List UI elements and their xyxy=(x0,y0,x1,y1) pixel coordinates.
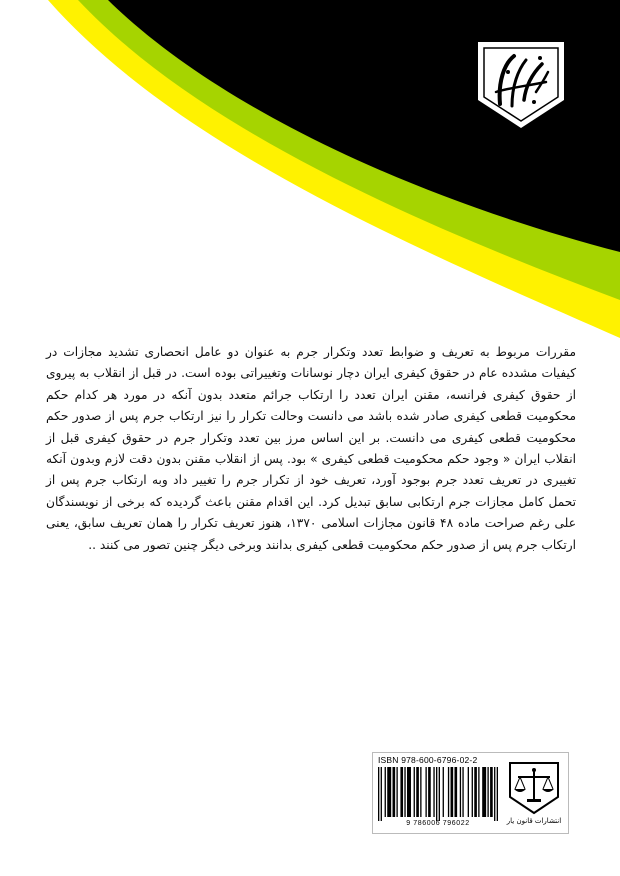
isbn-label: ISBN 978-600-6796-02-2 xyxy=(378,755,478,765)
back-cover-blurb: مقررات مربوط به تعریف و ضوابط تعدد وتکرار جرم به عنوان دو عامل انحصاری تشدید مجازات در کیفیات مشدده عام در حقوق کیفری ایران دچار نوسانات وتغییراتی بوده است. در قبل از انقلاب به پیروی از حقوق کیفری فرانسه، مقنن ایران تعدد را ارتکاب جرائم متعدد بدون آنکه در مورد هر کدام حکم محکومیت قطعی کیفری صادر شده باشد می دانست وحالت تکرار را نیز ارتکاب جرم پس از صدور حکم محکومیت قطعی کیفری می دانست. بر این اساس مرز بین تعدد وتکرار جرم در حقوق کیفری قبل از انقلاب ایران « وجود حکم محکومیت قطعی کیفری » بود. پس از انقلاب مقنن بدون دقت لازم وبدون آنکه تغییری در تعریف تعدد جرم بوجود آورد، تعریف خود از تکرار جرم را تغییر داد وبه ارتکاب جرم پس از تحمل کامل مجازات جرم ارتکابی سابق تبدیل کرد. این اقدام مقنن باعث گردیده که برخی از نویسندگان علی رغم صراحت ماده ۴۸ قانون مجازات اسلامی ۱۳۷۰، هنوز تعریف تکرار را همان تعریف سابق، یعنی ارتکاب جرم پس از صدور حکم محکومیت قطعی کیفری بدانند وبرخی دیگر چنین تصور می کنند .. xyxy=(46,345,576,552)
barcode-block xyxy=(372,752,569,834)
barcode-digits: 9 786006 796022 xyxy=(406,820,470,827)
barcode-icon xyxy=(377,767,499,821)
publisher-name: انتشارات قانون یار xyxy=(506,817,562,825)
cover-art xyxy=(0,0,620,340)
scales-of-justice-icon xyxy=(506,759,562,815)
